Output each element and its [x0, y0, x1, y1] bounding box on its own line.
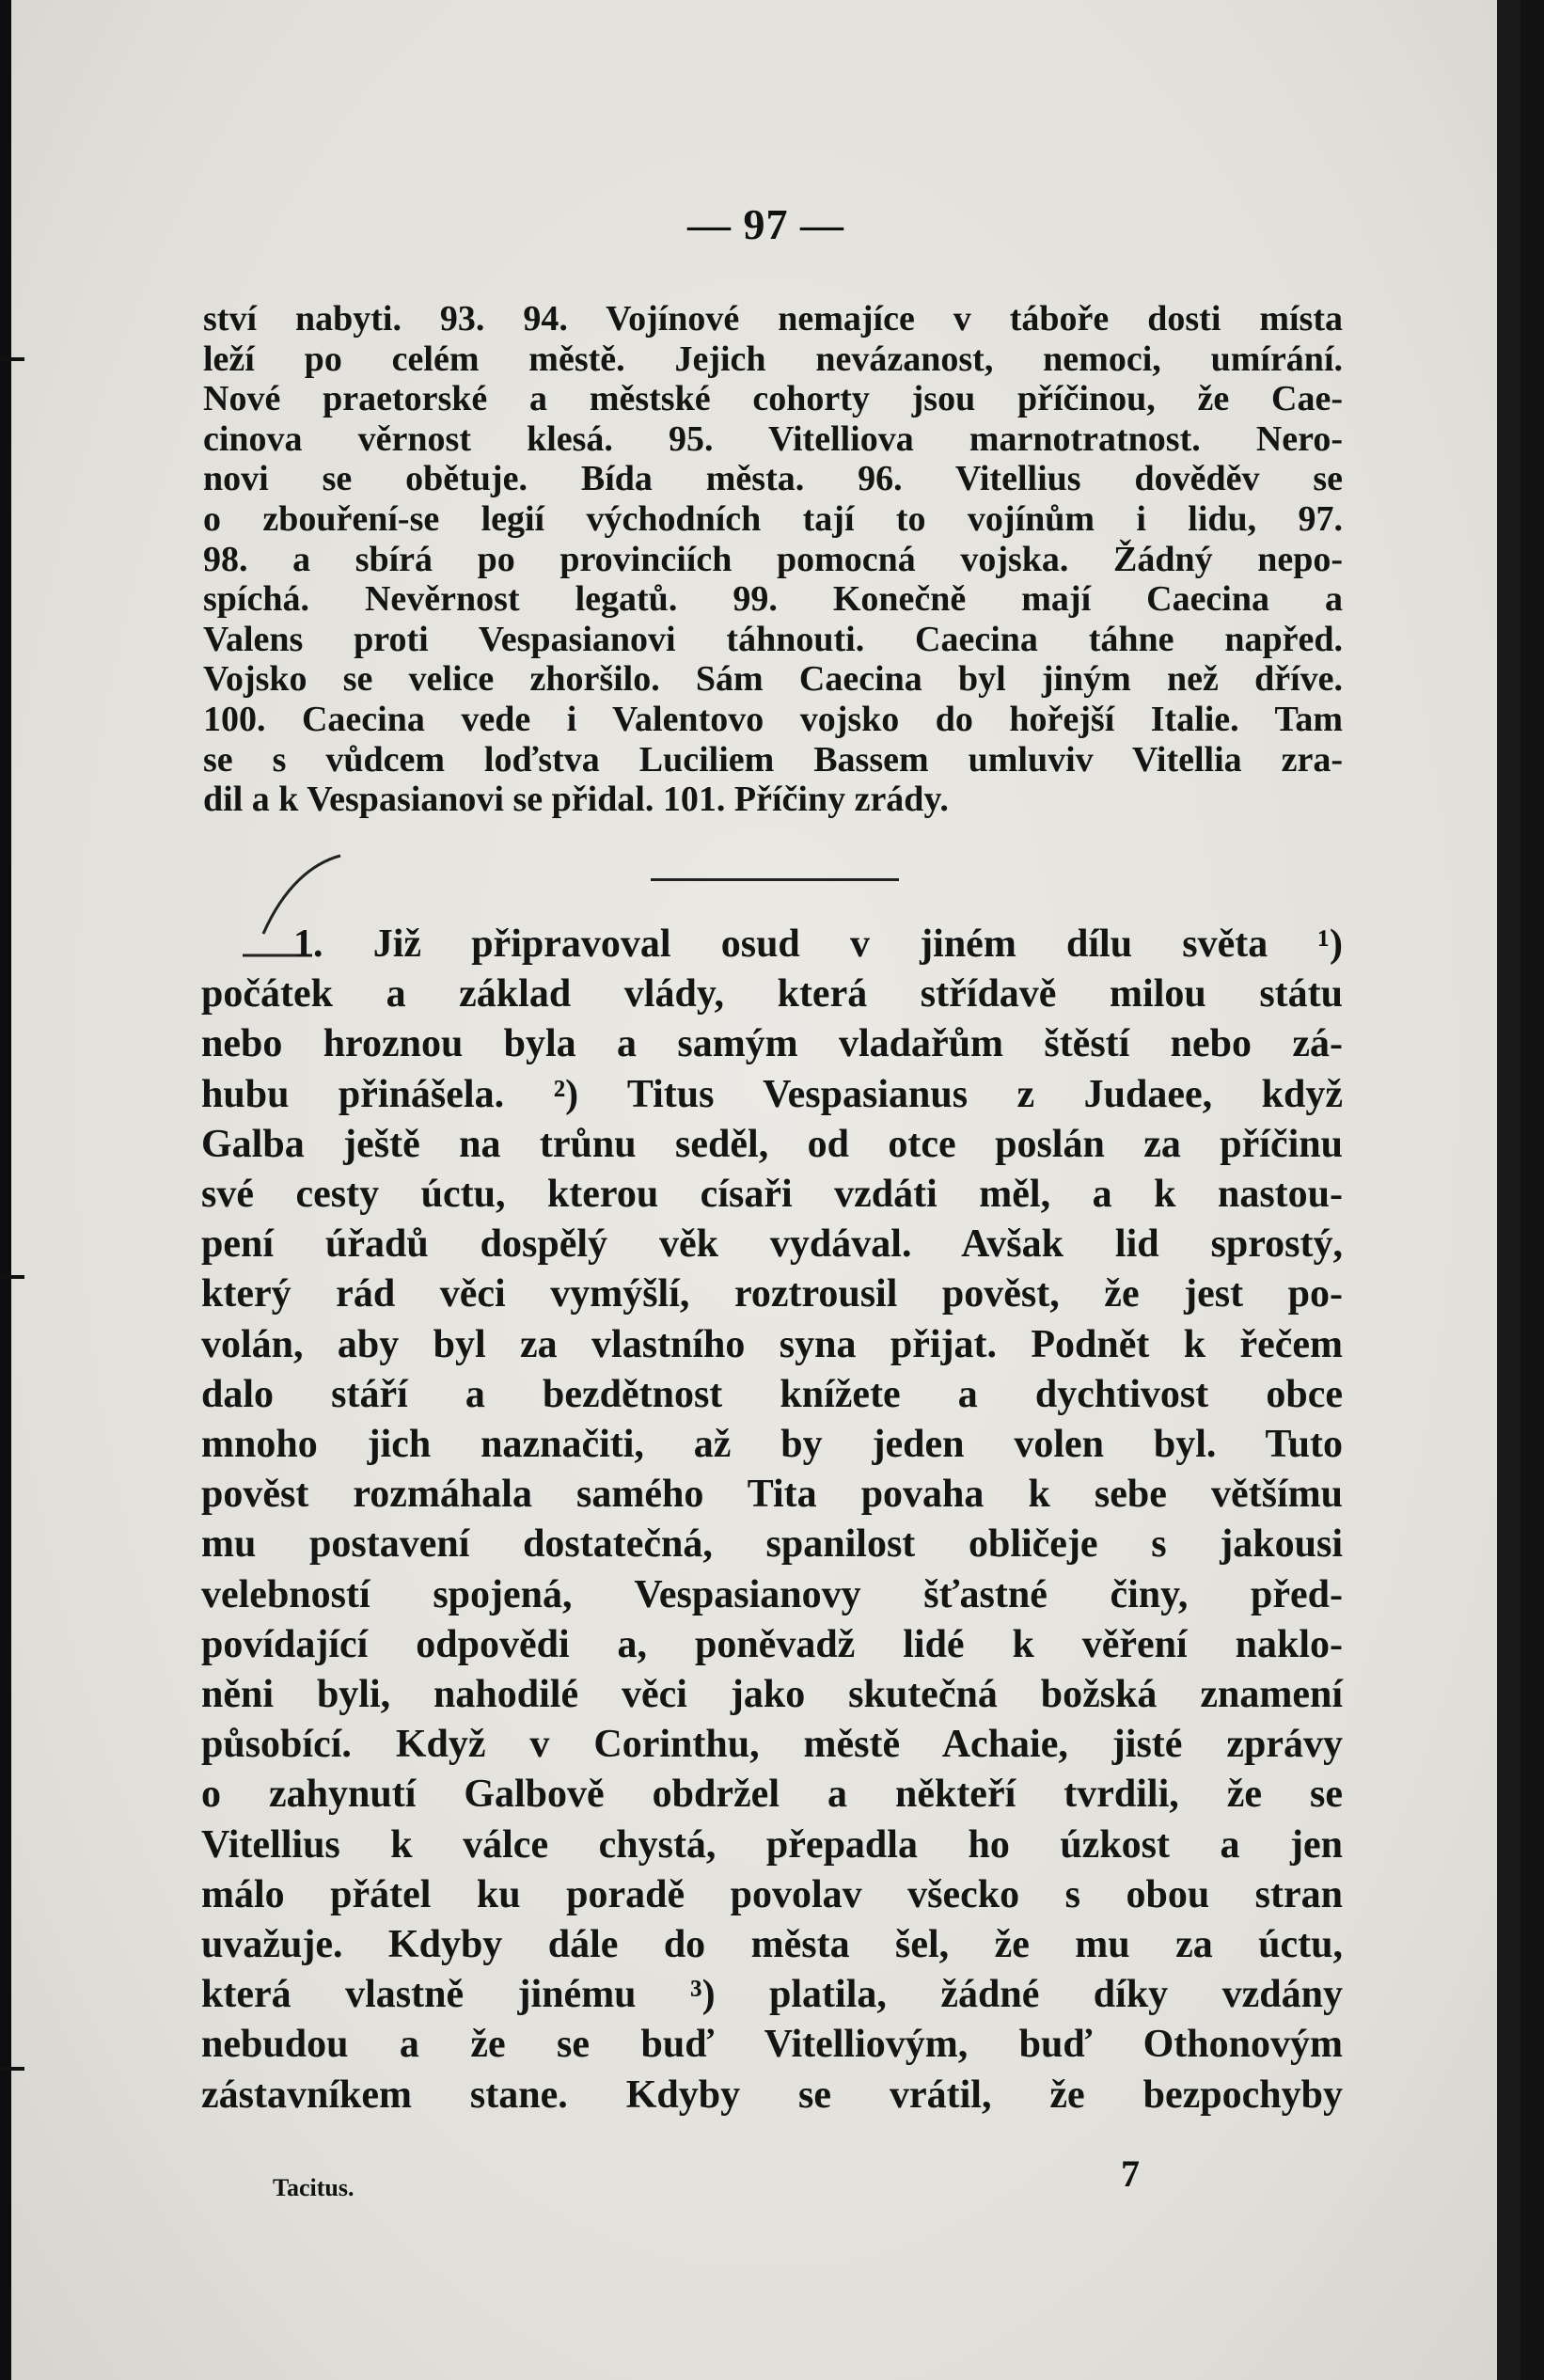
book-page: [11, 0, 1520, 2380]
body-line: který rád věci vymýšlí, roztrousil pověst, že jest po-: [201, 1272, 1343, 1316]
body-line: která vlastně jinému ³) platila, žádné díky vzdány: [201, 1973, 1343, 2017]
summary-line: cinova věrnost klesá. 95. Vitelliova marnotratnost. Nero-: [203, 418, 1343, 459]
summary-line: dil a k Vespasianovi se přidal. 101. Příčiny zrády.: [203, 780, 949, 820]
body-line: něni byli, nahodilé věci jako skutečná božská znamení: [201, 1673, 1343, 1717]
summary-line: se s vůdcem loďstva Luciliem Bassem umluviv Vitellia zra-: [203, 739, 1343, 780]
binding-mark: [0, 2067, 24, 2071]
body-line: zástavníkem stane. Kdyby se vrátil, že bezpochyby: [201, 2073, 1343, 2117]
body-line: uvažuje. Kdyby dále do města šel, že mu za úctu,: [201, 1923, 1343, 1967]
body-line: 1. Již připravoval osud v jiném dílu světa ¹): [293, 922, 1343, 966]
body-line: mnoho jich naznačiti, až by jeden volen byl. Tuto: [201, 1423, 1343, 1467]
summary-line: novi se obětuje. Bída města. 96. Vitellius dověděv se: [203, 459, 1343, 499]
body-line: počátek a základ vlády, která střídavě milou státu: [201, 972, 1343, 1017]
body-line: Vitellius k válce chystá, přepadla ho úzkost a jen: [201, 1822, 1343, 1867]
summary-line: ství nabyti. 93. 94. Vojínové nemajíce v táboře dosti místa: [203, 299, 1343, 339]
printer-signature: Tacitus.: [273, 2174, 354, 2201]
body-line: působící. Když v Corinthu, městě Achaie, jisté zprávy: [201, 1723, 1343, 1767]
chapter-summary: [203, 299, 1343, 820]
summary-line: Nové praetorské a městské cohorty jsou příčinou, že Cae-: [203, 379, 1343, 419]
binding-mark: [0, 1275, 24, 1279]
chapter-body-text: [201, 920, 1343, 2120]
body-line: velebností spojená, Vespasianovy šťastné činy, před-: [201, 1572, 1343, 1616]
summary-line: Vojsko se velice zhoršilo. Sám Caecina byl jiným než dříve.: [203, 659, 1343, 700]
scan-right-border: [1497, 0, 1520, 2380]
summary-line: Valens proti Vespasianovi táhnouti. Caecina táhne napřed.: [203, 619, 1343, 659]
binding-mark: [0, 357, 24, 361]
body-line: nebo hroznou byla a samým vladařům štěstí nebo zá-: [201, 1022, 1343, 1066]
body-line: své cesty úctu, kterou císaři vzdáti měl, a k nastou-: [201, 1173, 1343, 1217]
body-line: pení úřadů dospělý věk vydával. Avšak lid sprostý,: [201, 1222, 1343, 1267]
body-line: nebudou a že se buď Vitelliovým, buď Othonovým: [201, 2023, 1343, 2067]
summary-line: 100. Caecina vede i Valentovo vojsko do hořejší Italie. Tam: [203, 699, 1343, 739]
summary-line: 98. a sbírá po provinciích pomocná vojska. Žádný nepo-: [203, 539, 1343, 579]
sheet-number: 7: [1121, 2152, 1140, 2195]
body-line: o zahynutí Galbově obdržel a někteří tvrdili, že se: [201, 1773, 1343, 1817]
body-line: mu postavení dostatečná, spanilost obličeje s jakousi: [201, 1522, 1343, 1567]
body-line: hubu přinášela. ²) Titus Vespasianus z Judaee, když: [201, 1072, 1343, 1116]
body-line: pověst rozmáhala samého Tita povaha k sebe většímu: [201, 1473, 1343, 1517]
body-line: volán, aby byl za vlastního syna přijat. Podnět k řečem: [201, 1322, 1343, 1366]
summary-line: o zbouření-se legií východních tají to vojínům i lidu, 97.: [203, 498, 1343, 539]
page-number: — 97 —: [687, 200, 844, 248]
summary-line: leží po celém městě. Jejich nevázanost, nemoci, umírání.: [203, 339, 1343, 379]
body-line: povídající odpovědi a, poněvadž lidé k věření naklo-: [201, 1622, 1343, 1666]
body-line: Galba ještě na trůnu seděl, od otce poslán za příčinu: [201, 1122, 1343, 1166]
section-divider: [651, 878, 899, 881]
summary-line: spíchá. Nevěrnost legatů. 99. Konečně mají Caecina a: [203, 579, 1343, 620]
body-line: málo přátel ku poradě povolav všecko s obou stran: [201, 1872, 1343, 1916]
body-line: dalo stáří a bezdětnost knížete a dychtivost obce: [201, 1372, 1343, 1416]
